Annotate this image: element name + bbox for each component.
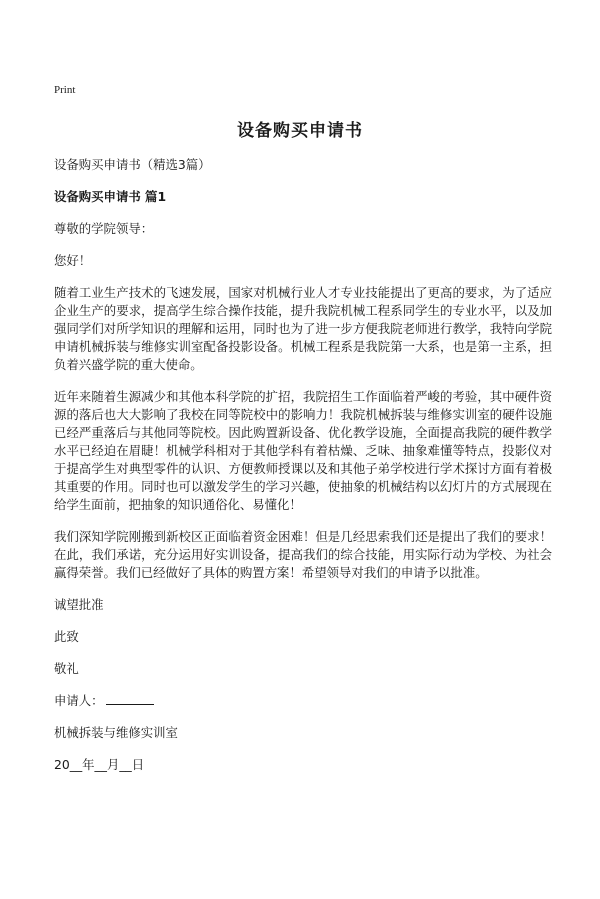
closing-salute: 敬礼 [54,661,79,676]
closing-request: 诚望批准 [54,597,104,612]
document-body [54,156,552,788]
body-paragraph-1: 随着工业生产技术的飞速发展，国家对机械行业人才专业技能提出了更高的要求，为了适应企业生产的要求，提高学生综合操作技能，提升我院机械工程系同学生的专业水平，以及加强同学们对所学知识的理解和运用，同时也为了进一步方便我院老师进行教学，我特向学院申请机械拆装与维修实训室配备投影设备。机械工程系是我院第一大系，也是第一主系，担负着兴盛学院的重大使命。 [54,285,552,372]
body-paragraph-3: 我们深知学院刚搬到新校区正面临着资金困难！但是几经思索我们还是提出了我们的要求！在此，我们承诺，充分运用好实训设备，提高我们的综合技能，用实际行动为学校、为社会赢得荣誉。我们已经做好了具体的购置方案！希望领导对我们的申请予以批准。 [54,529,552,580]
applicant-line [54,692,552,710]
body-paragraph-2: 近年来随着生源减少和其他本科学院的扩招，我院招生工作面临着严峻的考验，其中硬件资源的落后也大大影响了我校在同等院校中的影响力！我院机械拆装与维修实训室的硬件设施已经严重落后与其他同等院校。因此购置新设备、优化教学设施，全面提高我院的硬件教学水平已经迫在眉睫！机械学科相对于其他学科有着枯燥、乏味、抽象难懂等特点，投影仪对于提高学生对典型零件的认识、方便教师授课以及和其他子弟学校进行学术探讨方面有着极其重要的作用。同时也可以激发学生的学习兴趣，使抽象的机械结构以幻灯片的方式展现在给学生面前，把抽象的知识通俗化、易懂化！ [54,389,552,512]
date-line: 20__年__月__日 [54,757,145,772]
greeting: 您好！ [54,253,92,268]
department-name: 机械拆装与维修实训室 [54,725,178,740]
salutation: 尊敬的学院领导： [54,221,154,236]
applicant-signature-blank [106,692,154,705]
document-title: 设备购买申请书 [237,121,363,141]
section-heading: 设备购买申请书 篇1 [54,189,167,204]
applicant-label: 申请人： [54,693,104,708]
document-subtitle: 设备购买申请书（精选3篇） [54,157,211,172]
closing-regards: 此致 [54,629,79,644]
print-link[interactable]: Print [54,84,76,96]
